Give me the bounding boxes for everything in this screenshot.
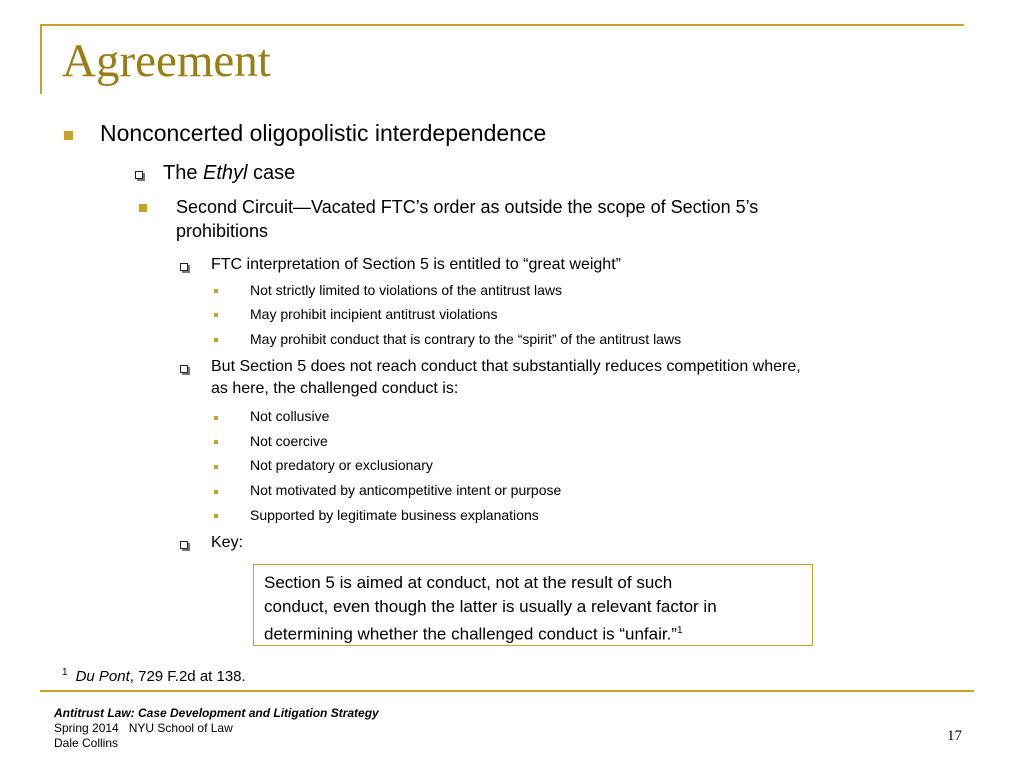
hollow-square-bullet-icon: [180, 263, 188, 271]
footnote-reference: 1: [676, 625, 683, 636]
footer: [54, 706, 379, 751]
key-box-line1: Section 5 is aimed at conduct, not at the result of such: [264, 573, 673, 592]
key-label: Key:: [211, 534, 244, 551]
but-line2: as here, the challenged conduct is:: [211, 380, 459, 397]
bullet-level1: Nonconcerted oligopolistic interdependence: [100, 120, 547, 146]
small-square-bullet-icon: [214, 289, 218, 293]
hollow-square-bullet-icon: [180, 541, 188, 549]
but-section5-item: [211, 356, 801, 400]
small-square-bullet-icon: [214, 440, 218, 444]
left-rule: [40, 24, 42, 94]
bullet-level2: [163, 162, 295, 185]
slide-title: Agreement: [62, 35, 271, 87]
ftc-point: May prohibit incipient antitrust violations: [250, 306, 498, 322]
level2-case-name: Ethyl: [203, 162, 248, 184]
key-box-line3: [264, 619, 802, 647]
key-box: [253, 564, 813, 646]
level2-text-post: case: [247, 162, 296, 184]
ftc-point: May prohibit conduct that is contrary to the “spirit” of the antitrust laws: [250, 331, 682, 347]
key-box-line2: conduct, even though the latter is usually a relevant factor in: [264, 597, 717, 616]
square-bullet-icon: [139, 204, 147, 212]
footnote-marker: 1: [62, 667, 68, 678]
conduct-point: Not motivated by anticompetitive intent or purpose: [250, 482, 562, 498]
footnote: [62, 667, 246, 685]
small-square-bullet-icon: [214, 490, 218, 494]
top-rule: [40, 24, 964, 26]
hollow-square-bullet-icon: [180, 365, 188, 373]
small-square-bullet-icon: [214, 465, 218, 469]
small-square-bullet-icon: [214, 514, 218, 518]
level2-text-pre: The: [163, 162, 204, 184]
footer-course: Antitrust Law: Case Development and Litigation Strategy: [54, 706, 379, 720]
bottom-rule: [40, 690, 974, 692]
square-bullet-icon: [64, 131, 73, 140]
footer-term: Spring 2014 NYU School of Law: [54, 721, 233, 735]
ftc-point: Not strictly limited to violations of the antitrust laws: [250, 282, 563, 298]
but-line1: But Section 5 does not reach conduct that substantially reduces competition where,: [211, 358, 801, 375]
hollow-square-bullet-icon: [135, 171, 143, 179]
small-square-bullet-icon: [214, 313, 218, 317]
conduct-point: Not coercive: [250, 433, 328, 449]
page-number: 17: [947, 728, 962, 744]
footer-author: Dale Collins: [54, 736, 119, 750]
level3-line1: Second Circuit—Vacated FTC’s order as outside the scope of Section 5’s: [176, 197, 759, 217]
small-square-bullet-icon: [214, 416, 218, 420]
footnote-case-name: Du Pont: [75, 668, 130, 685]
ftc-interpretation-item: FTC interpretation of Section 5 is entitled to “great weight”: [211, 256, 621, 273]
bullet-level3: [176, 195, 758, 243]
level3-line2: prohibitions: [176, 221, 269, 241]
footnote-citation: , 729 F.2d at 138.: [129, 668, 246, 685]
small-square-bullet-icon: [214, 338, 218, 342]
conduct-point: Not predatory or exclusionary: [250, 457, 433, 473]
key-box-line3-text: determining whether the challenged conduct is “unfair.”: [264, 624, 677, 644]
conduct-point: Not collusive: [250, 408, 330, 424]
conduct-point: Supported by legitimate business explanations: [250, 507, 539, 523]
